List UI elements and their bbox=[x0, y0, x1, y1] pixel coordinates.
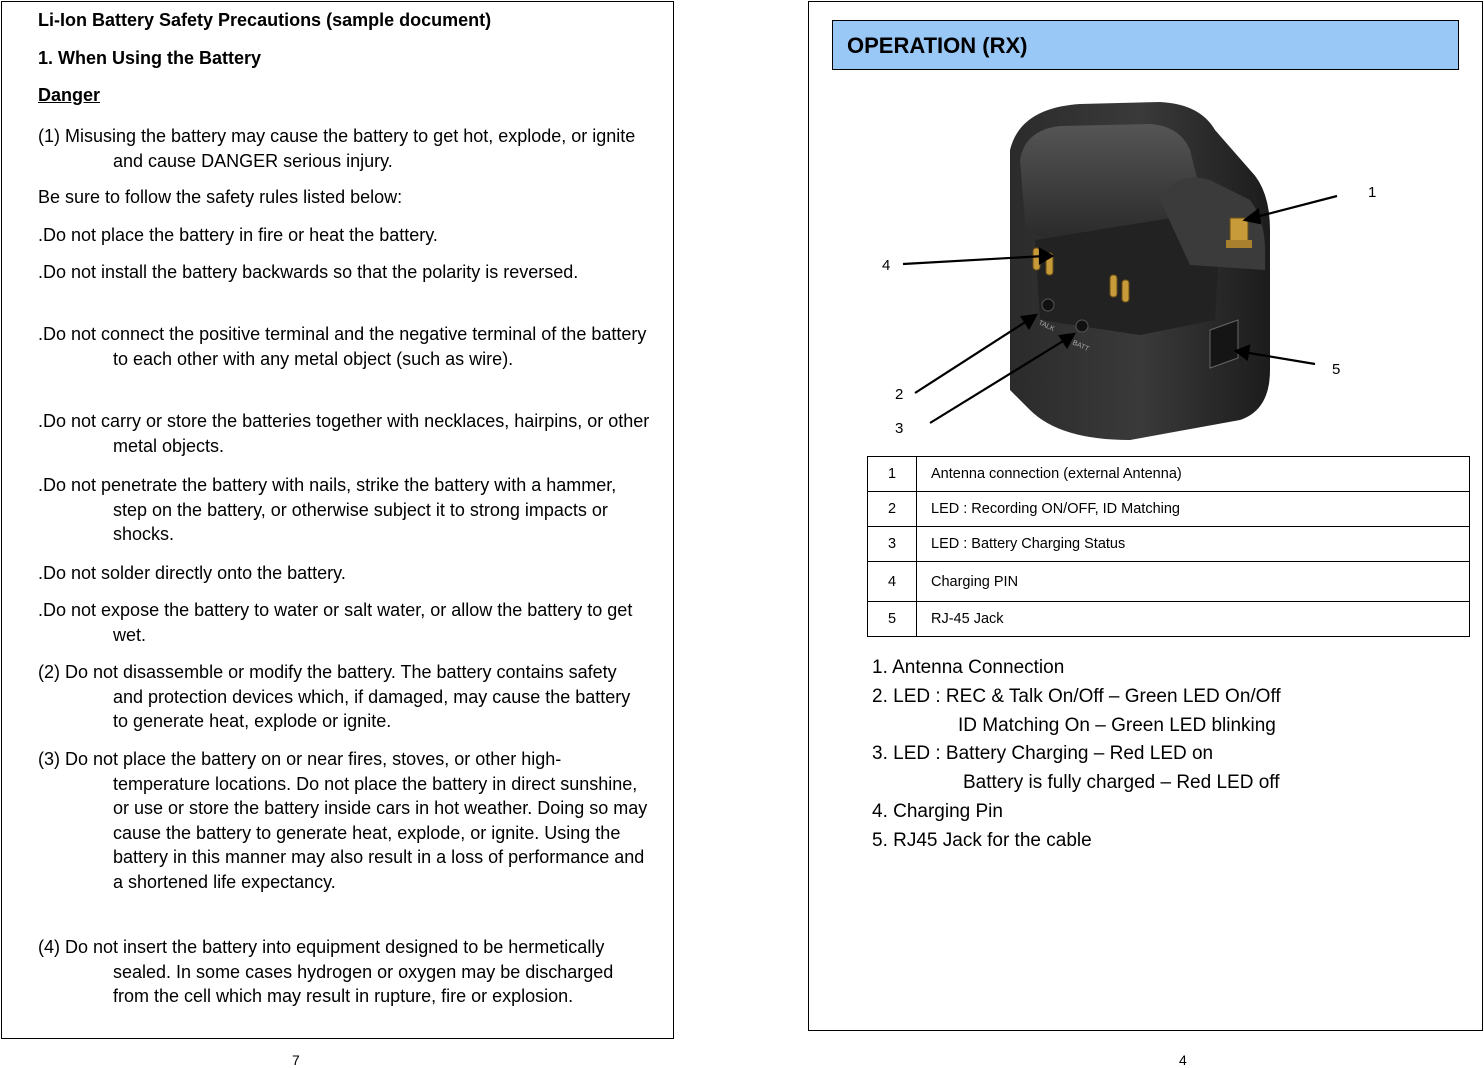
paragraph-4: (4) Do not insert the battery into equipment designed to be hermetically sealed. In some cases hydrogen or oxygen may be discharged from the cell which may result in rupture, fire or explosion. bbox=[38, 937, 614, 1006]
paragraph-3: (3) Do not place the battery on or near fires, stoves, or other high-temperature locations. Do not place the battery in direct sunshine, or use or store the battery inside cars in hot weather. Doing so may cause the battery to generate heat, explode, or ignite. Using the battery in this manner may also result in a loss of performance and a shortened life expectancy. bbox=[38, 749, 648, 892]
table-cell-num: 4 bbox=[868, 562, 917, 602]
list-item: 1. Antenna Connection bbox=[872, 657, 1065, 678]
talk-label: TALK bbox=[1037, 319, 1056, 333]
rule-penetrate: .Do not penetrate the battery with nails, strike the battery with a hammer, step on the battery, or otherwise subject it to strong impacts or shocks. bbox=[38, 475, 617, 544]
callout-2: 2 bbox=[895, 386, 904, 403]
page-number-left: 7 bbox=[292, 1052, 300, 1068]
batt-label: BATT bbox=[1071, 339, 1090, 354]
paragraph-1: (1) Misusing the battery may cause the battery to get hot, explode, or ignite and cause DANGER serious injury. bbox=[38, 126, 636, 171]
table-cell-desc: RJ-45 Jack bbox=[917, 602, 1470, 637]
table-cell-num: 3 bbox=[868, 527, 917, 562]
danger-heading: Danger bbox=[38, 85, 101, 105]
charger-photo bbox=[860, 90, 1420, 460]
table-cell-num: 5 bbox=[868, 602, 917, 637]
rule-solder: .Do not solder directly onto the battery. bbox=[38, 563, 346, 583]
table-cell-desc: Antenna connection (external Antenna) bbox=[917, 457, 1470, 492]
batt-led bbox=[1076, 320, 1088, 332]
paragraph-rules-intro: Be sure to follow the safety rules listed below: bbox=[38, 187, 403, 207]
table-cell-desc: LED : Recording ON/OFF, ID Matching bbox=[917, 492, 1470, 527]
list-item: ID Matching On – Green LED blinking bbox=[958, 715, 1276, 736]
table-cell-desc: Charging PIN bbox=[917, 562, 1470, 602]
rule-fire: .Do not place the battery in fire or heat the battery. bbox=[38, 225, 438, 245]
list-item: 4. Charging Pin bbox=[872, 801, 1003, 822]
document-title: Li-Ion Battery Safety Precautions (sample document) bbox=[38, 10, 492, 30]
list-item: 5. RJ45 Jack for the cable bbox=[872, 830, 1092, 851]
callout-1: 1 bbox=[1368, 184, 1377, 201]
rule-water: .Do not expose the battery to water or salt water, or allow the battery to get wet. bbox=[38, 600, 633, 645]
table-row bbox=[868, 527, 1470, 562]
antenna-connector bbox=[1226, 218, 1252, 248]
rule-terminals: .Do not connect the positive terminal and the negative terminal of the battery to each other with any metal object (such as wire). bbox=[38, 324, 647, 369]
table-row bbox=[868, 562, 1470, 602]
table-cell-desc: LED : Battery Charging Status bbox=[917, 527, 1470, 562]
operation-header bbox=[832, 20, 1459, 70]
table-cell-num: 1 bbox=[868, 457, 917, 492]
list-item: Battery is fully charged – Red LED off bbox=[963, 772, 1280, 793]
callout-3: 3 bbox=[895, 420, 904, 437]
parts-table bbox=[867, 456, 1470, 637]
operation-header-text: OPERATION (RX) bbox=[847, 33, 1028, 58]
table-cell-num: 2 bbox=[868, 492, 917, 527]
section-heading: 1. When Using the Battery bbox=[38, 48, 262, 68]
list-item: 3. LED : Battery Charging – Red LED on bbox=[872, 743, 1214, 764]
rule-polarity: .Do not install the battery backwards so that the polarity is reversed. bbox=[38, 262, 579, 282]
callout-4: 4 bbox=[882, 257, 891, 274]
rule-metal-objects: .Do not carry or store the batteries together with necklaces, hairpins, or other metal objects. bbox=[38, 411, 650, 456]
table-row bbox=[868, 492, 1470, 527]
paragraph-2: (2) Do not disassemble or modify the battery. The battery contains safety and protection devices which, if damaged, may cause the battery to generate heat, explode or ignite. bbox=[38, 662, 631, 731]
page-number-right: 4 bbox=[1179, 1052, 1187, 1068]
table-row bbox=[868, 457, 1470, 492]
talk-led bbox=[1042, 299, 1054, 311]
table-row bbox=[868, 602, 1470, 637]
list-item: 2. LED : REC & Talk On/Off – Green LED On/Off bbox=[872, 686, 1281, 707]
callout-5: 5 bbox=[1332, 361, 1341, 378]
